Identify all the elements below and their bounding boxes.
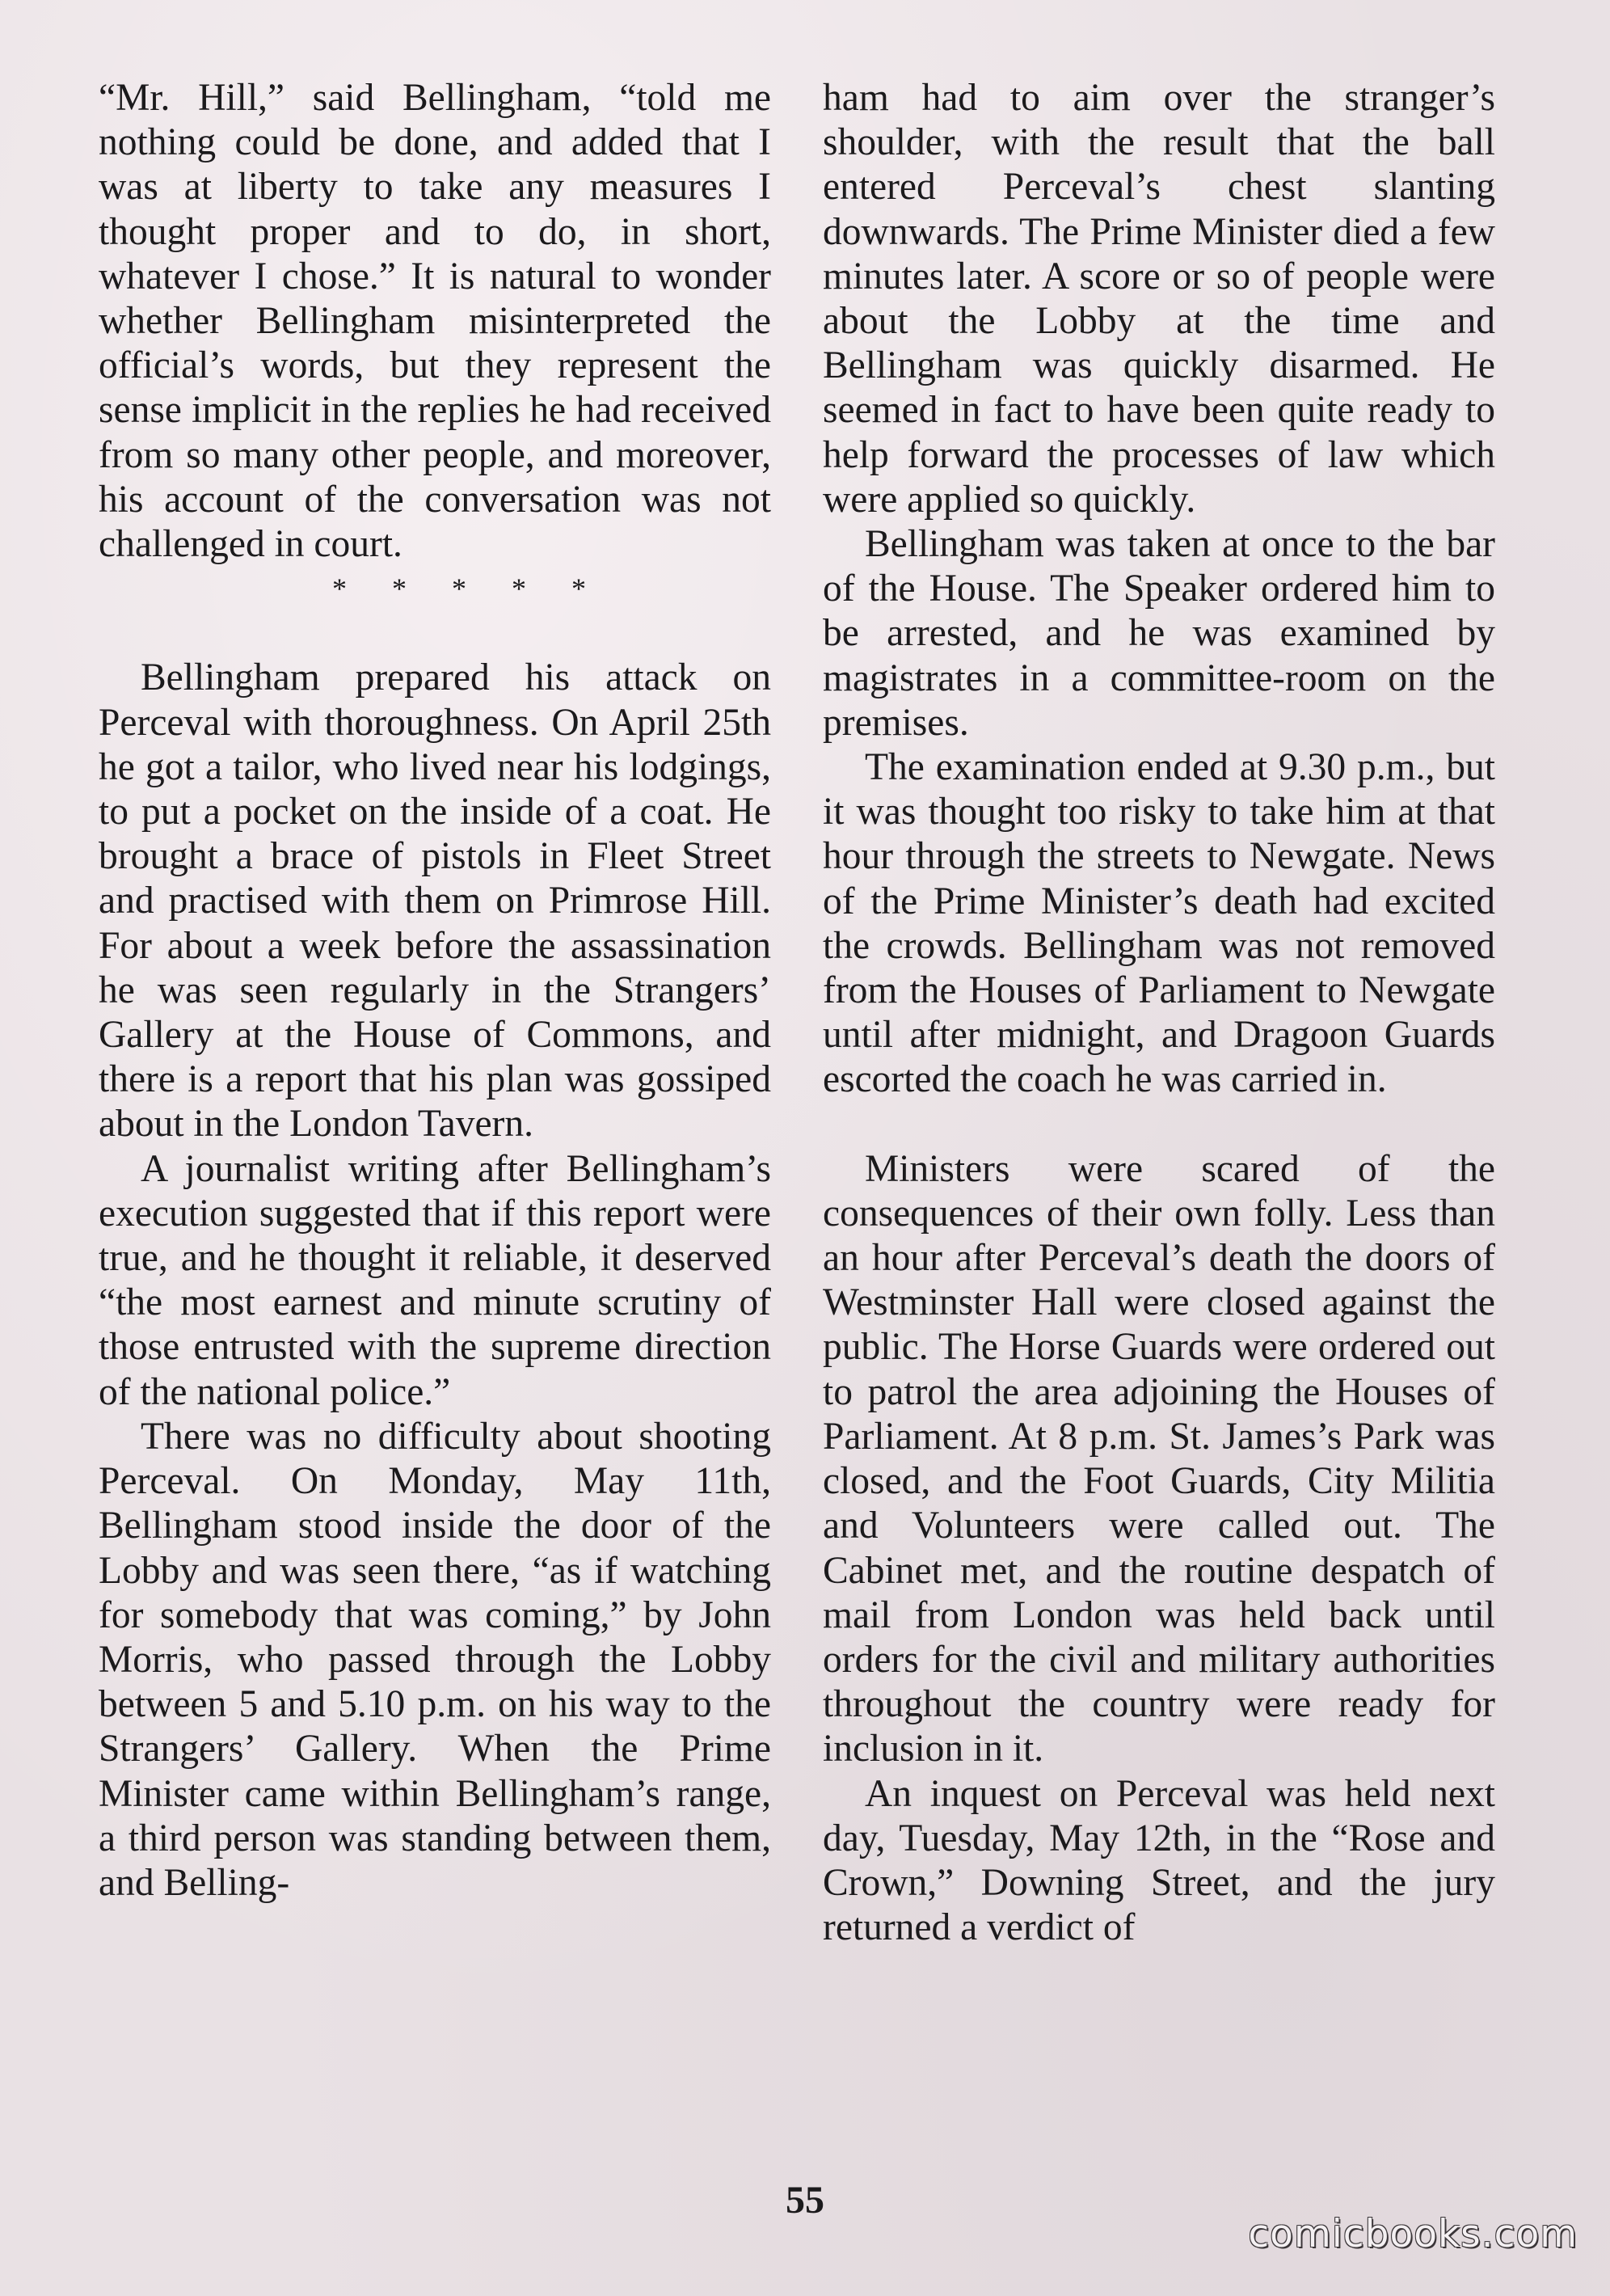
page-number: 55 — [786, 2179, 824, 2222]
left-paragraph-2: Bellingham prepared his attack on Perceval with thoroughness. On April 25th he got a tailor, who lived near his lodgings, to put a pocket on the inside of a coat. He brought a brace of pistols in Fleet Street and practised with them on Primrose Hill. For about a week before the assassination he was seen regularly in the Strangers’ Gallery at the House of Commons, and there is a report that his plan was gossiped about in the London Tavern. — [99, 656, 771, 1146]
left-paragraph-1: “Mr. Hill,” said Bellingham, “told me nothing could be done, and added that I was at liberty to take any measures I thought proper and to do, in short, whatever I chose.” It is natural to wonder whether Bellingham misinterpreted the official’s words, but they represent the sense implicit in the replies he had received from so many other people, and moreover, his account of the conversation was not challenged in court. — [99, 77, 771, 566]
asterisk: * — [392, 572, 407, 606]
right-column — [823, 76, 1495, 1950]
watermark-logo: comicbooks.com — [1248, 2212, 1578, 2256]
section-break-asterisks — [99, 567, 771, 611]
right-paragraph-4: Ministers were scared of the consequences of their own folly. Less than an hour after Perceval’s death the doors of Westminster Hall were closed against the public. The Horse Guards were ordered out to patrol the area adjoining the Houses of Parliament. At 8 p.m. St. James’s Park was closed, and the Foot Guards, City Militia and Volunteers were called out. The Cabinet met, and the routine despatch of mail from London was held back until orders for the civil and military authorities throughout the country were ready for inclusion in it. — [823, 1147, 1495, 1771]
asterisk: * — [452, 572, 466, 606]
asterisk: * — [512, 572, 526, 606]
right-paragraph-2: Bellingham was taken at once to the bar of the House. The Speaker ordered him to be arrested, and he was examined by magistrates in a committee-room on the premises. — [823, 523, 1495, 744]
left-column — [99, 76, 771, 1906]
right-paragraph-1: ham had to aim over the stranger’s shoulder, with the result that the ball entered Perceval’s chest slanting downwards. The Prime Minister died a few minutes later. A score or so of people were about the Lobby at the time and Bellingham was quickly disarmed. He seemed in fact to have been quite ready to help forward the processes of law which were applied so quickly. — [823, 77, 1495, 521]
asterisk: * — [571, 572, 586, 606]
asterisk: * — [332, 572, 347, 606]
right-paragraph-3: The examination ended at 9.30 p.m., but it was thought too risky to take him at that hour through the streets to Newgate. News of the Prime Minister’s death had excited the crowds. Bellingham was not removed from the Houses of Parliament to Newgate until after midnight, and Dragoon Guards escorted the coach he was carried in. — [823, 746, 1495, 1101]
left-paragraph-4: There was no difficulty about shooting Perceval. On Monday, May 11th, Bellingham stood inside the door of the Lobby and was seen there, “as if watching for somebody that was coming,” by John Morris, who passed through the Lobby between 5 and 5.10 p.m. on his way to the Strangers’ Gallery. When the Prime Minister came within Bellingham’s range, a third person was standing between them, and Belling- — [99, 1415, 771, 1904]
left-paragraph-3: A journalist writing after Bellingham’s execution suggested that if this report were true, and he thought it reliable, it deserved “the most earnest and minute scrutiny of those entrusted with the supreme direction of the national police.” — [99, 1147, 771, 1413]
right-paragraph-5: An inquest on Perceval was held next day, Tuesday, May 12th, in the “Rose and Crown,” Downing Street, and the jury returned a verdict of — [823, 1772, 1495, 1949]
